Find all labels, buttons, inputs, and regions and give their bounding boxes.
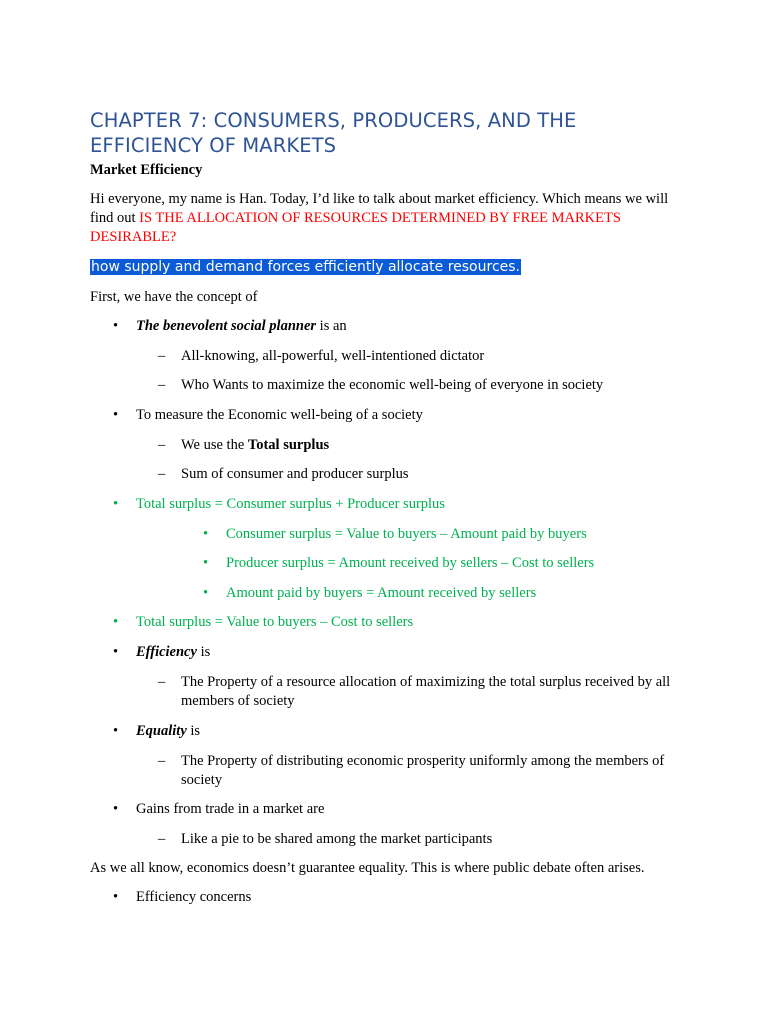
list-subitem-producer-surplus: Producer surplus = Amount received by sellers – Cost to sellers bbox=[226, 555, 595, 571]
equality-rest: is bbox=[186, 723, 201, 739]
intro-question: IS THE ALLOCATION OF RESOURCES DETERMINED BY FREE MARKETS DESIRABLE? bbox=[90, 210, 621, 245]
intro-text: Hi everyone, my name is Han. Today, I’d like to talk about market efficiency. Which means we will find out bbox=[90, 191, 669, 226]
dash-icon: – bbox=[158, 674, 166, 690]
bullet-icon: • bbox=[203, 526, 209, 542]
bullet-icon: • bbox=[113, 614, 119, 630]
list-item-efficiency-concerns: Efficiency concerns bbox=[136, 889, 252, 905]
efficiency-rest: is bbox=[196, 644, 211, 660]
list-subitem-efficiency-def: The Property of a resource allocation of maximizing the total surplus received by all members of society bbox=[181, 674, 671, 709]
list-subitem-measure-2: Sum of consumer and producer surplus bbox=[181, 466, 409, 482]
list-subitem-planner-2: Who Wants to maximize the economic well-being of everyone in society bbox=[181, 377, 604, 393]
bullet-icon: • bbox=[113, 723, 119, 739]
list-item-efficiency bbox=[136, 643, 210, 662]
bullet-icon: • bbox=[113, 644, 119, 660]
list-subitem-planner-1: All-knowing, all-powerful, well-intentioned dictator bbox=[181, 348, 485, 364]
bullet-icon: • bbox=[113, 318, 119, 334]
list-item-equality bbox=[136, 722, 200, 741]
list-item-measure: To measure the Economic well-being of a society bbox=[136, 407, 423, 423]
dash-icon: – bbox=[158, 466, 166, 482]
dash-icon: – bbox=[158, 437, 166, 453]
equality-term: Equality bbox=[136, 723, 187, 739]
bullet-icon: • bbox=[113, 801, 119, 817]
bullet-icon: • bbox=[113, 407, 119, 423]
list-subitem-measure-1 bbox=[181, 436, 329, 455]
chapter-title: CHAPTER 7: CONSUMERS, PRODUCERS, AND THE EFFICIENCY OF MARKETS bbox=[90, 109, 577, 157]
list-subitem-equality-def: The Property of distributing economic prosperity uniformly among the members of society bbox=[181, 753, 665, 788]
measure-sub1-term: Total surplus bbox=[247, 437, 330, 453]
concept-intro: First, we have the concept of bbox=[90, 289, 258, 305]
bullet-icon: • bbox=[113, 889, 119, 905]
section-heading: Market Efficiency bbox=[90, 162, 203, 178]
dash-icon: – bbox=[158, 348, 166, 364]
efficiency-term: Efficiency bbox=[136, 644, 197, 660]
bullet-icon: • bbox=[113, 496, 119, 512]
list-subitem-gains: Like a pie to be shared among the market participants bbox=[181, 831, 493, 847]
bullet-icon: • bbox=[203, 555, 209, 571]
list-subitem-amount-paid: Amount paid by buyers = Amount received by sellers bbox=[226, 585, 537, 601]
dash-icon: – bbox=[158, 831, 166, 847]
planner-term: The benevolent social planner bbox=[136, 318, 317, 334]
closing-paragraph: As we all know, economics doesn’t guarantee equality. This is where public debate often arises. bbox=[90, 860, 645, 876]
bullet-icon: • bbox=[203, 585, 209, 601]
list-item-total-surplus-2: Total surplus = Value to buyers – Cost to sellers bbox=[136, 614, 414, 630]
measure-sub1-text: We use the bbox=[181, 437, 248, 453]
intro-paragraph bbox=[90, 190, 690, 247]
list-item-gains: Gains from trade in a market are bbox=[136, 801, 325, 817]
dash-icon: – bbox=[158, 753, 166, 769]
planner-rest: is an bbox=[316, 318, 347, 334]
list-subitem-consumer-surplus: Consumer surplus = Value to buyers – Amount paid by buyers bbox=[226, 526, 587, 542]
list-item-planner bbox=[136, 317, 347, 336]
list-item-total-surplus: Total surplus = Consumer surplus + Producer surplus bbox=[136, 496, 445, 512]
highlighted-sentence[interactable] bbox=[90, 258, 521, 277]
dash-icon: – bbox=[158, 377, 166, 393]
selected-text[interactable]: how supply and demand forces efficiently allocate resources. bbox=[91, 259, 521, 275]
